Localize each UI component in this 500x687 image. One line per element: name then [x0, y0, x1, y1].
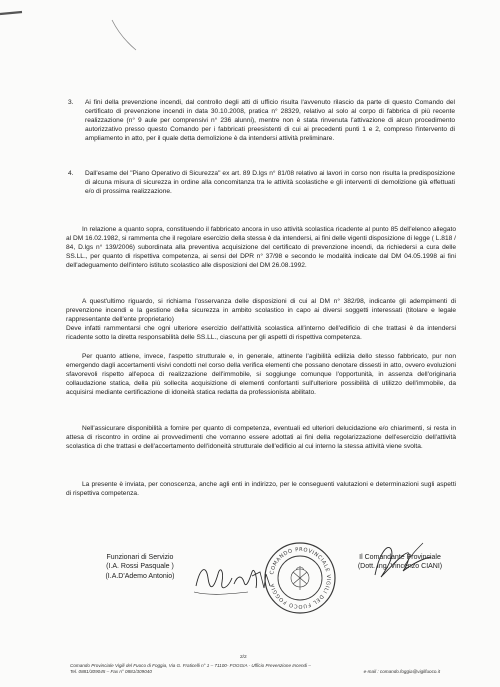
left-signature-title: Funzionari di Servizio [106, 554, 174, 561]
right-signature-title: Il Comandante Provinciale [359, 554, 441, 561]
paragraph-fire-certificate: In relazione a quanto sopra, constituendo il fabbricato ancora in uso attività scolastica ricadente al punto 85 dell'elenco allegato al DM 16.02.1982, si rammenta che il regolare esercizio della stessa è da intendersi, ai fini delle vigenti disposizione di legge ( L.818 / 84, D.lgs n° 139/2006) subordinata alla preventiva acquisizione del certificato di prevenzione incendi, da richiedersi a cura delle SS.LL., per quanto di rispettiva competenza, ai sensi del DPR n° 37/98 e secondo le modalità indicate dal DM 04.05.1998 ai fini dell'adeguamento dell'intero istituto scolastico alle disposizioni del DM 26.08.1992. [66, 226, 456, 270]
signature-block-left [80, 553, 200, 581]
handwritten-signature-right [345, 535, 455, 585]
item-4-number: 4. [68, 170, 74, 177]
item-3-text: Ai fini della prevenzione incendi, dal controllo degli atti di ufficio risulta l'avvenuto rilascio da parte di questo Comando del certificato di prevenzione incendi in data 30.10.2008, pratica n° 28329, relativo al solo al corpo di fabbrica di più recente realizzazione (n° 9 aule per comprensivi n° 236 alunni), mentre non è stata rinvenuta l'attivazione di alcun procedimento autorizzativo presso questo Comando per i fabbricati preesistenti di cui ai precedenti punti 1 e 2, compreso l'intervento di ampliamento in atto, per il quale detta demolizione è da intendersi attività preliminare. [85, 99, 455, 143]
footer-line-1: Comando Provinciale Vigili del Fuoco di Foggia, Via G. Fraticelli n° 1 – 71100- FOGGIA - Ufficio Prevenzione Incendi – [70, 663, 311, 668]
left-signature-name-1: (I.A. Rossi Pasquale ) [106, 563, 174, 571]
page-number: 2/2 [240, 655, 247, 660]
item-4-text: Dall'esame del "Piano Operativo di Sicurezza" ex art. 89 D.lgs n° 81/08 relativo ai lavori in corso non risulta la predisposizione di alcuna misura di sicurezza in ordine alla concomitanza tra le attività scolastiche e gli interventi di demolizione già effettuati e/o di prossima realizzazione. [85, 170, 455, 196]
item-3-number: 3. [68, 99, 74, 106]
footer-phone-fax: Tel. 0881/309045 – Fax n° 0881/309040 [70, 669, 152, 675]
paragraph-responsibility: Deve infatti rammentarsi che ogni ulteriore esercizio dell'attività scolastica all'interno dell'edificio di che trattasi è da intendersi ricadente sotto la diretta responsabilità delle SS.LL., ciascuna per gli aspetti di rispettiva competenza. [66, 325, 456, 342]
scan-mark-top-left [0, 0, 60, 30]
official-stamp-seal [262, 540, 338, 616]
footer-line-2 [70, 669, 440, 675]
right-signature-name: (Dott. Ing. Vincenzo CIANI) [357, 563, 443, 571]
paragraph-structural: Per quanto attiene, invece, l'aspetto strutturale e, in generale, attinente l'agibilità edilizia dello stesso fabbricato, pur non emergendo dagli accertamenti visivi condotti nel corso della verifica elementi che possano denotare dissesti in atto, ovvero evoluzioni sfavorevoli rispetto all'epoca di realizzazione dell'immobile, si soggiunge comunque l'opportunità, in assenza dell'originaria collaudazione statica, della più sollecita acquisizione di elementi confortanti sull'ulteriore possibilità di utilizzo dell'immobile, da acquisirsi mediante certificazione di idoneità statica redatta da professionista abilitato. [66, 353, 456, 397]
footer-email: e-mail : comando.foggia@vigilfuoco.it [363, 669, 440, 675]
paragraph-for-knowledge: La presente è inviata, per conoscenza, anche agli enti in indirizzo, per le conseguenti valutazioni e determinazioni sugli aspetti di rispettiva competenza. [66, 481, 456, 498]
footer-address [70, 663, 440, 676]
paragraph-dm-382: A quest'ultimo riguardo, si richiama l'osservanza delle disposizioni di cui al DM n° 382/98, indicante gli adempimenti di prevenzione incendi e la gestione della sicurezza in ambito scolastico in capo ai diversi soggetti interessati (titolare e legale rappresentante dell'ente proprietario) [66, 298, 456, 324]
paragraph-availability: Nell'assicurare disponibilità a fornire per quanto di competenza, eventuali ed ulteriori delucidazione e/o chiarimenti, si resta in attesa di riscontro in ordine ai provvedimenti che vorranno essere adottati ai fini della regolarizzazione dell'esercizio dell'attività scolastica di che trattasi e dell'accertamento dell'idoneità strutturale dell'edificio al cui interno la stessa attività viene svolta. [66, 425, 456, 451]
left-signature-name-2: (I.A.D'Ademo Antonio) [105, 572, 175, 580]
scan-mark-top-right [110, 18, 150, 58]
svg-text:COMANDO PROVINCIALE VIGILI DEL: COMANDO PROVINCIALE VIGILI DEL FUOCO FOGGIA [269, 546, 332, 610]
